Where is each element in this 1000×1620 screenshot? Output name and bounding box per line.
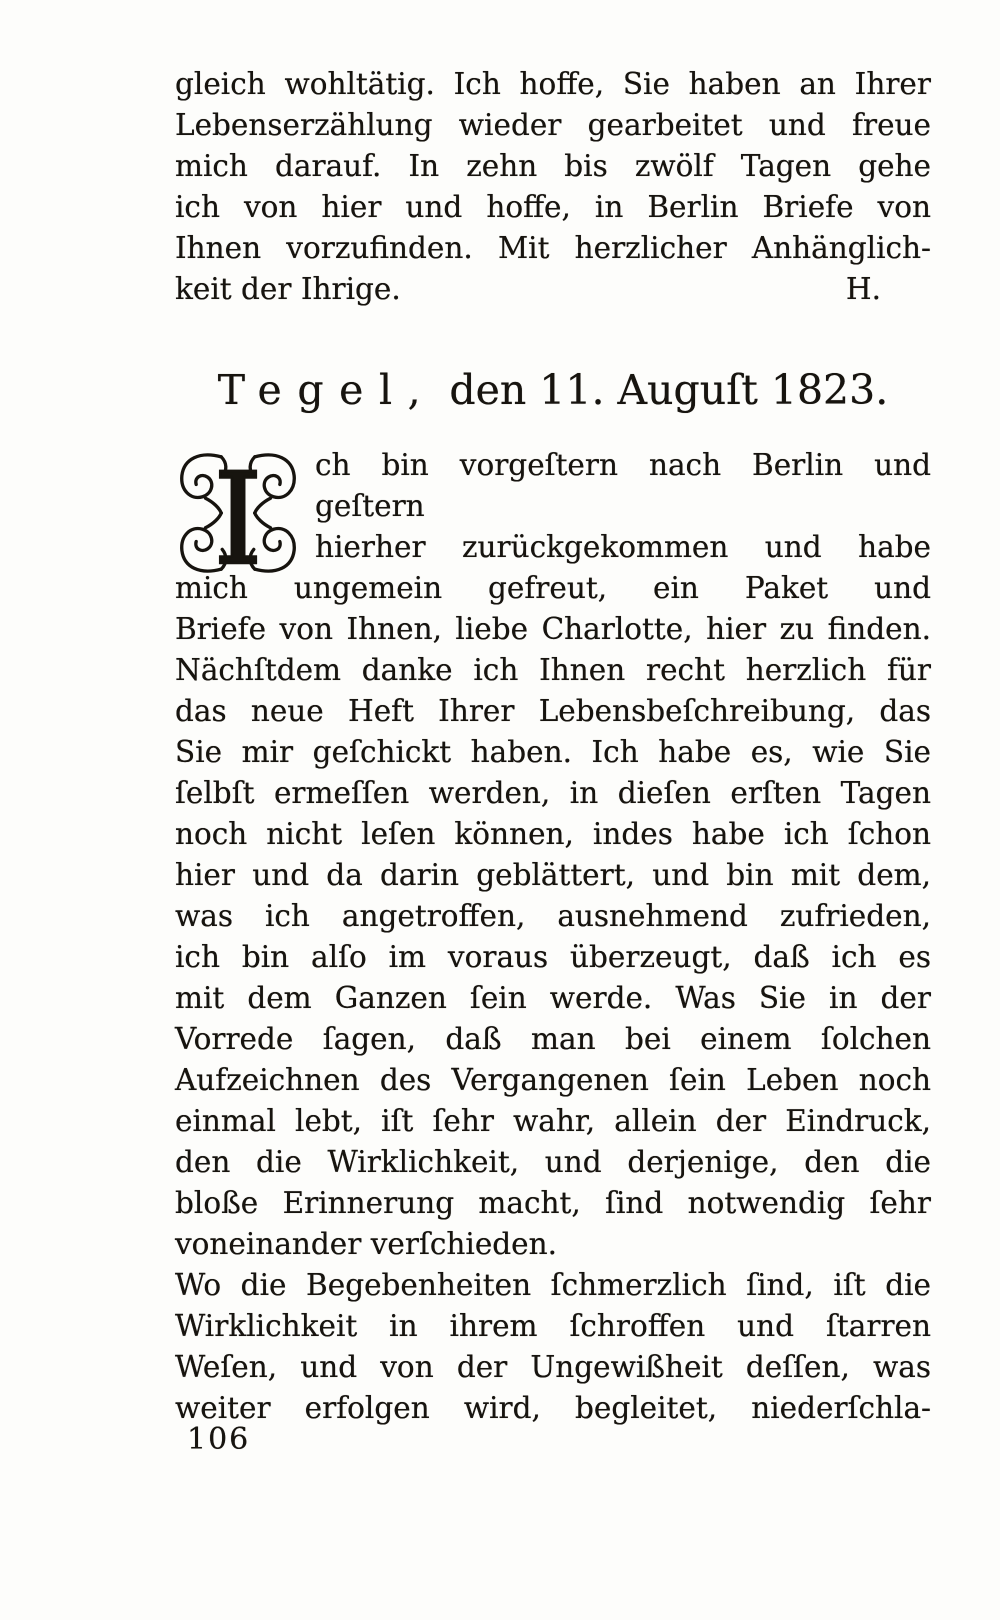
text-line: ich von hier und hoffe, in Berlin Briefe von: [175, 190, 931, 224]
dateline-date: den 11. Auguſt 1823.: [449, 366, 889, 414]
text-line: mich darauf. In zehn bis zwölf Tagen gehe: [175, 149, 931, 183]
text-line: noch nicht leſen können, indes habe ich ſchon: [175, 817, 931, 851]
closing-paragraph: [175, 64, 931, 310]
signature-initial: H.: [845, 272, 881, 306]
text-line: Ihnen vorzufinden. Mit herzlicher Anhänglich-: [175, 231, 931, 265]
text-line: ich bin alſo im voraus überzeugt, daß ich es: [175, 940, 931, 974]
closing-last-line: keit der Ihrige.: [175, 272, 401, 306]
second-paragraph: [175, 1265, 931, 1429]
text-line: Sie mir geſchickt haben. Ich habe es, wie Sie: [175, 735, 931, 769]
letter-dateline: [175, 310, 931, 445]
letter-body-paragraph: [175, 445, 931, 1265]
text-line: Vorrede ſagen, daß man bei einem ſolchen: [175, 1022, 931, 1056]
text-line: was ich angetroffen, ausnehmend zufrieden,: [175, 899, 931, 933]
text-line: weiter erfolgen wird, begleitet, niederſchla-: [175, 1391, 931, 1425]
text-line: Wirklichkeit in ihrem ſchroffen und ſtarren: [175, 1309, 931, 1343]
text-line: hierher zurückgekommen und habe: [315, 530, 931, 564]
text-line: ch bin vorgeſtern nach Berlin und geſtern: [315, 448, 931, 523]
text-line: einmal lebt, iſt ſehr wahr, allein der Eindruck,: [175, 1104, 931, 1138]
text-line: mich ungemein gefreut, ein Paket und: [175, 571, 931, 605]
text-line: Weſen, und von der Ungewißheit deſſen, was: [175, 1350, 931, 1384]
text-line: das neue Heft Ihrer Lebensbeſchreibung, das: [175, 694, 931, 728]
text-line: gleich wohltätig. Ich hoffe, Sie haben an Ihrer: [175, 67, 931, 101]
page-number: 106: [187, 1422, 251, 1457]
text-line: bloße Erinnerung macht, ſind notwendig ſehr: [175, 1186, 931, 1220]
text-line: Aufzeichnen des Vergangenen ſein Leben noch: [175, 1063, 931, 1097]
text-line: Wo die Begebenheiten ſchmerzlich ſind, iſt die: [175, 1268, 931, 1302]
letter-paragraph-last-line: voneinander verſchieden.: [175, 1227, 558, 1261]
text-line: hier und da darin geblättert, und bin mit dem,: [175, 858, 931, 892]
signature-row: [175, 269, 931, 310]
text-line: Briefe von Ihnen, liebe Charlotte, hier zu finden.: [175, 612, 931, 646]
second-paragraph-lines: [175, 1265, 931, 1429]
text-block: [175, 64, 931, 1429]
text-line: Lebenserzählung wieder gearbeitet und freue: [175, 108, 931, 142]
dateline-place: Tegel,: [217, 366, 437, 414]
text-line: mit dem Ganzen ſein werde. Was Sie in der: [175, 981, 931, 1015]
text-line: ſelbſt ermeſſen werden, in dieſen erſten Tagen: [175, 776, 931, 810]
text-line: Nächſtdem danke ich Ihnen recht herzlich für: [175, 653, 931, 687]
text-line: den die Wirklichkeit, und derjenige, den die: [175, 1145, 931, 1179]
drop-cap-letter: I: [213, 446, 263, 594]
closing-paragraph-lines: [175, 64, 931, 269]
ornamental-initial: [175, 446, 301, 594]
